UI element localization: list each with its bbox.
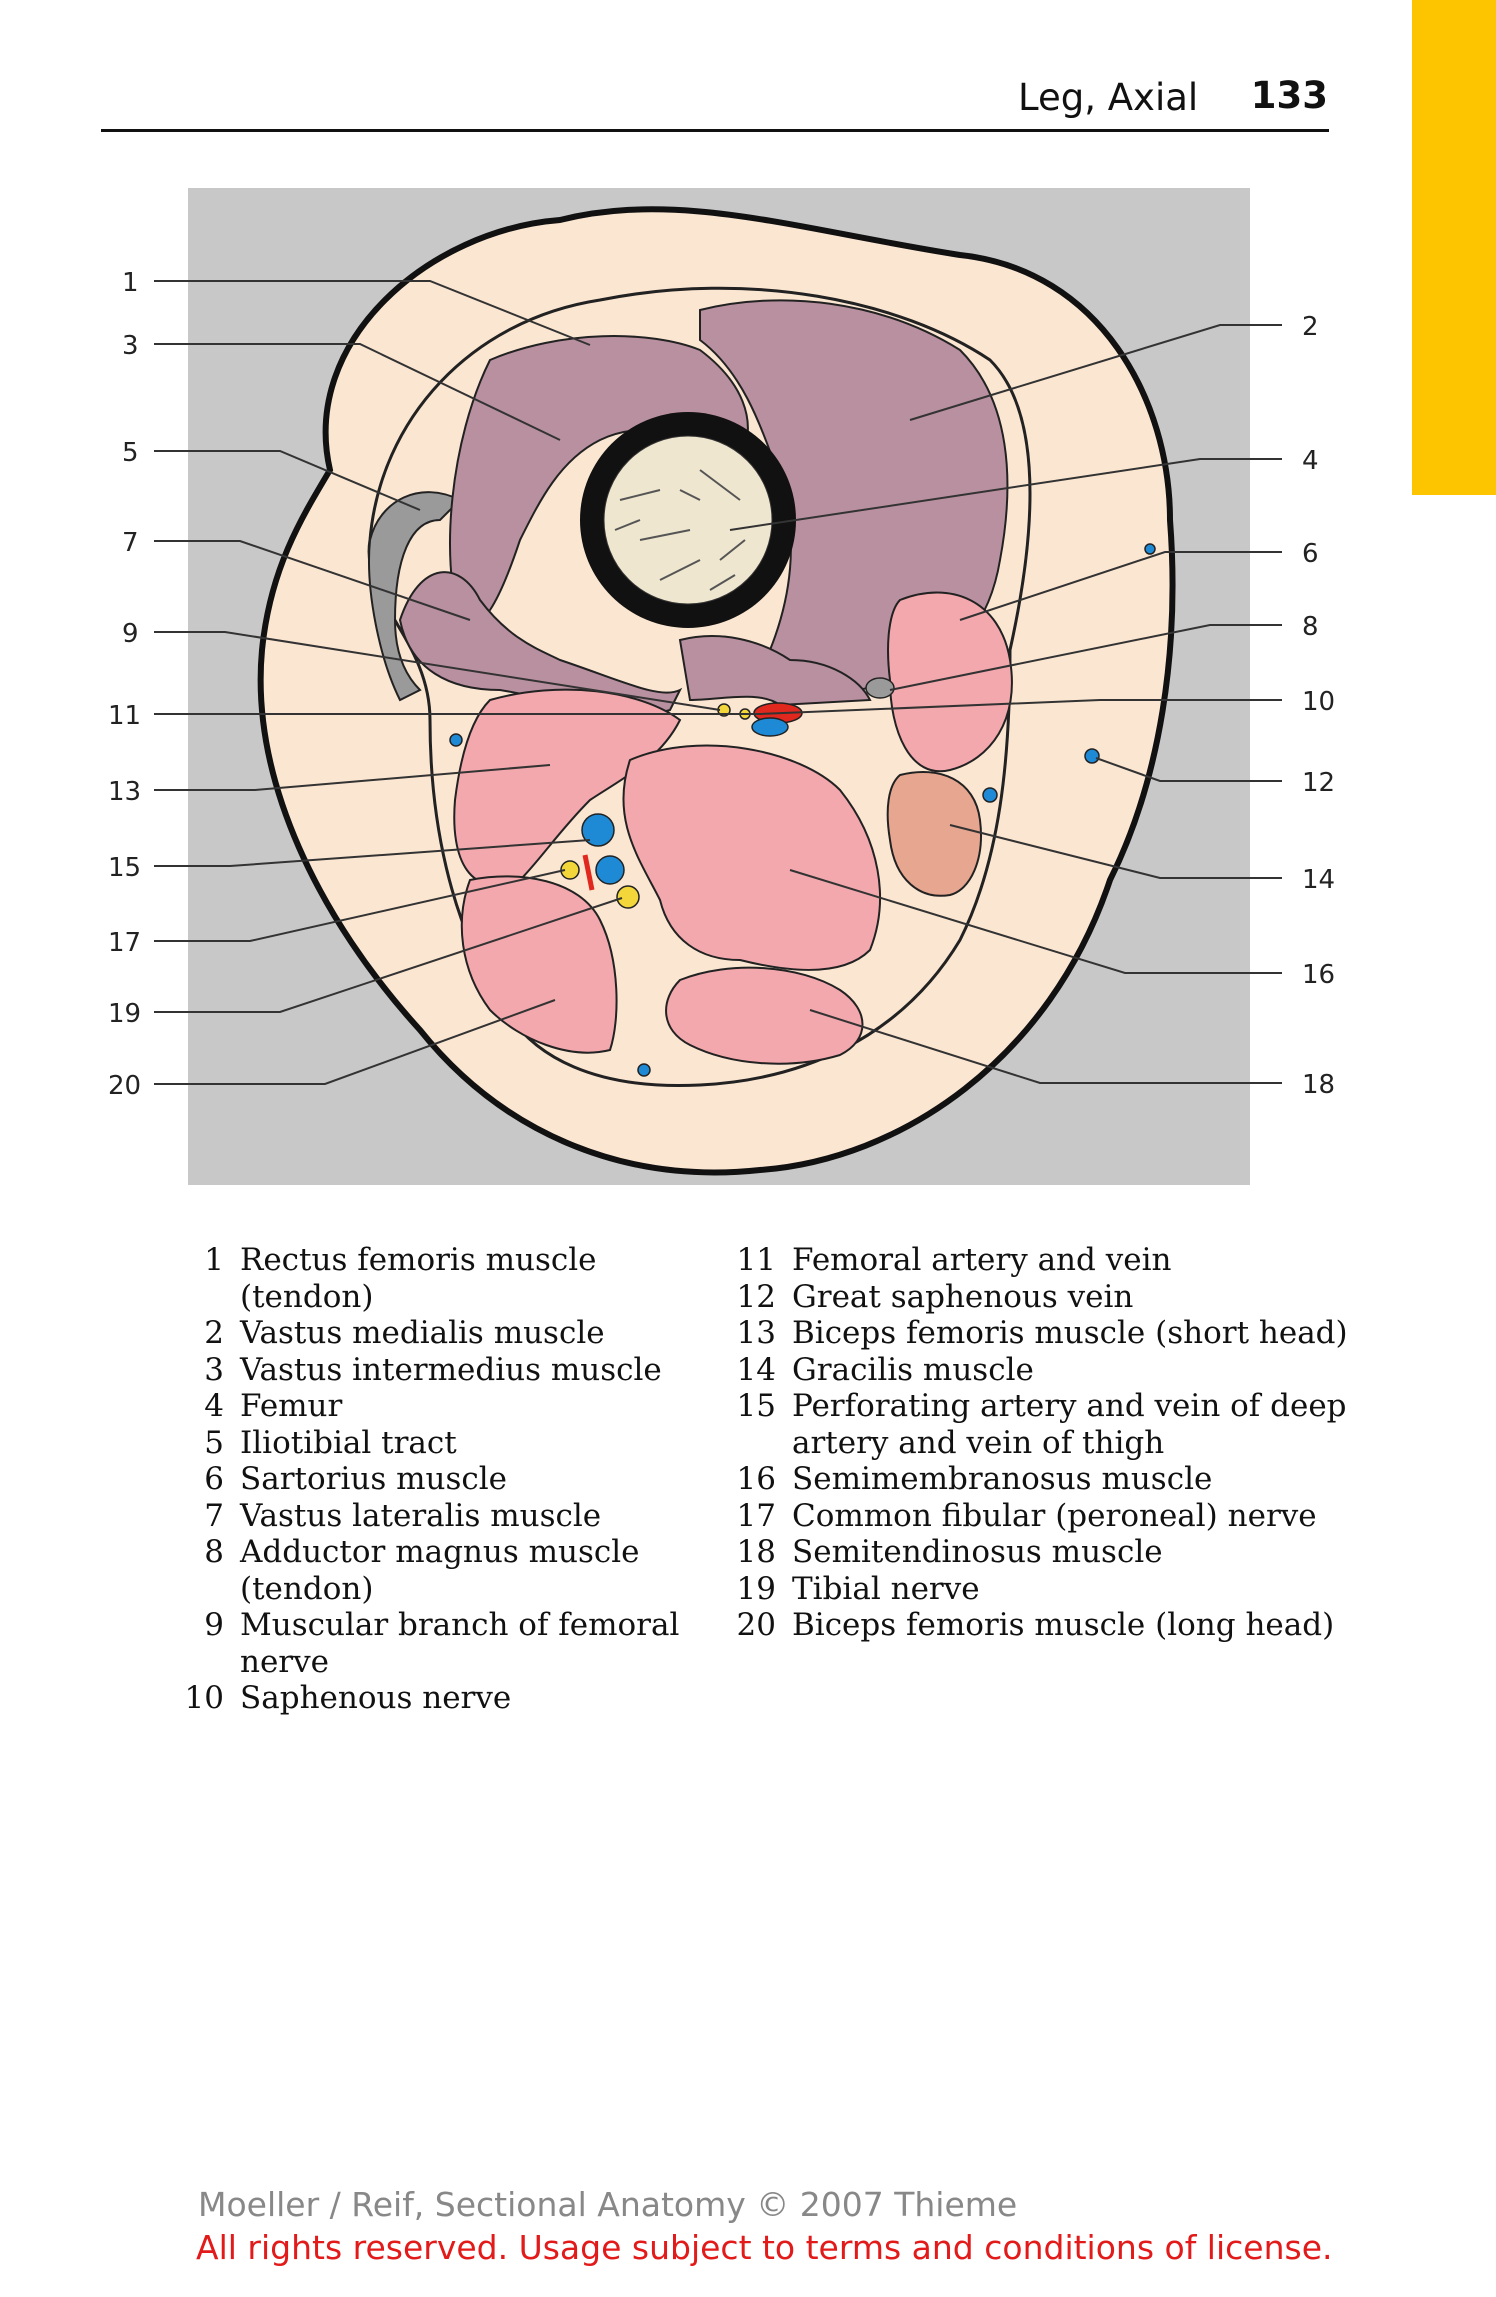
- callout-number: 11: [108, 701, 142, 731]
- legend-number: 12: [736, 1278, 776, 1315]
- legend-item: [730, 1388, 1350, 1461]
- legend-number: 13: [736, 1315, 776, 1351]
- legend-number: 20: [736, 1607, 776, 1643]
- legend-number: 18: [736, 1534, 776, 1570]
- legend-label: Iliotibial tract: [240, 1424, 457, 1461]
- callout-number: 1: [122, 268, 139, 298]
- legend-number: 9: [204, 1607, 224, 1643]
- legend-label: Biceps femoris muscle (short head): [792, 1315, 1348, 1351]
- legend-label: Common fibular (peroneal) nerve: [792, 1497, 1317, 1534]
- callout-number: 12: [1302, 768, 1336, 798]
- legend-item: [730, 1571, 1350, 1608]
- legend-label: Perforating artery and vein of deep artery and vein of thigh: [792, 1388, 1347, 1461]
- legend-number: 19: [736, 1570, 776, 1607]
- page-number: 133: [1250, 74, 1328, 117]
- small-vein-lateral: [450, 734, 462, 746]
- legend-label: Vastus intermedius muscle: [240, 1351, 662, 1388]
- legend-number: 10: [184, 1680, 224, 1716]
- callout-number: 9: [122, 619, 139, 649]
- legend-item: [178, 1534, 718, 1607]
- callout-number: 19: [108, 999, 142, 1029]
- legend-item: [730, 1498, 1350, 1535]
- legend-item: [178, 1388, 718, 1425]
- legend-item: [178, 1352, 718, 1389]
- callout-number: 7: [122, 528, 139, 558]
- legend-item: [178, 1315, 718, 1352]
- callout-number: 18: [1302, 1070, 1336, 1100]
- legend-label: Vastus medialis muscle: [240, 1315, 605, 1351]
- legend-number: 8: [204, 1534, 224, 1570]
- legend-label: Gracilis muscle: [792, 1351, 1034, 1388]
- legend-item: [178, 1680, 718, 1717]
- legend-number: 5: [204, 1424, 224, 1461]
- legend-number: 6: [204, 1461, 224, 1497]
- legend-item: [178, 1498, 718, 1535]
- femoral-vein: [752, 718, 788, 736]
- legend-number: 15: [736, 1388, 776, 1424]
- legend-label: Adductor magnus muscle (tendon): [240, 1534, 640, 1607]
- legend-number: 1: [204, 1242, 224, 1278]
- footer-rights-notice: All rights reserved. Usage subject to terms and conditions of license.: [196, 2228, 1333, 2267]
- callout-number: 4: [1302, 446, 1319, 476]
- callout-number: 14: [1302, 865, 1336, 895]
- legend-item: [730, 1534, 1350, 1571]
- legend-item: [178, 1242, 718, 1315]
- legend-label: Biceps femoris muscle (long head): [792, 1607, 1335, 1643]
- legend-label: Saphenous nerve: [240, 1680, 512, 1716]
- vein-near-gracilis: [983, 788, 997, 802]
- legend-item: [730, 1315, 1350, 1352]
- legend-label: Femoral artery and vein: [792, 1242, 1172, 1278]
- small-vein-posterior: [638, 1064, 650, 1076]
- legend-number: 4: [204, 1388, 224, 1424]
- legend-number: 14: [736, 1351, 776, 1388]
- callout-number: 20: [108, 1071, 142, 1101]
- callout-number: 16: [1302, 960, 1336, 990]
- legend-label: Semimembranosus muscle: [792, 1461, 1213, 1497]
- legend-label: Semitendinosus muscle: [792, 1534, 1163, 1570]
- callout-number: 17: [108, 928, 142, 958]
- callout-number: 2: [1302, 312, 1319, 342]
- legend-label: Muscular branch of femoral nerve: [240, 1607, 680, 1680]
- legend-item: [178, 1607, 718, 1680]
- legend-label: Rectus femoris muscle (tendon): [240, 1242, 597, 1315]
- callout-number: 15: [108, 853, 142, 883]
- legend-number: 11: [736, 1242, 776, 1278]
- legend-number: 2: [204, 1315, 224, 1351]
- great-saphenous-vein: [1085, 749, 1099, 763]
- legend-item: [730, 1352, 1350, 1389]
- callout-number: 5: [122, 438, 139, 468]
- legend-label: Femur: [240, 1388, 343, 1424]
- legend-item: [730, 1461, 1350, 1498]
- tibial-nerve: [617, 886, 639, 908]
- legend-label: Tibial nerve: [792, 1570, 980, 1607]
- legend-item: [178, 1461, 718, 1498]
- legend-left-column: [178, 1242, 718, 1717]
- footer-credit: Moeller / Reif, Sectional Anatomy © 2007 Thieme: [198, 2185, 1018, 2224]
- callout-number: 6: [1302, 539, 1319, 569]
- perforating-vein-2: [596, 856, 624, 884]
- adductor-magnus-tendon: [866, 678, 894, 698]
- legend-number: 3: [204, 1351, 224, 1388]
- legend-number: 16: [736, 1461, 776, 1497]
- small-vein-upper-right: [1145, 544, 1155, 554]
- callout-number: 13: [108, 777, 142, 807]
- femur-marrow: [604, 436, 772, 604]
- callout-number: 10: [1302, 687, 1336, 717]
- legend-item: [178, 1425, 718, 1462]
- legend-number: 17: [736, 1497, 776, 1534]
- callout-number: 8: [1302, 612, 1319, 642]
- legend-right-column: [730, 1242, 1350, 1644]
- legend-item: [730, 1279, 1350, 1316]
- legend-label: Great saphenous vein: [792, 1278, 1134, 1315]
- legend-number: 7: [204, 1497, 224, 1534]
- legend-item: [730, 1242, 1350, 1279]
- section-title: Leg, Axial: [1018, 76, 1199, 119]
- legend-label: Vastus lateralis muscle: [240, 1497, 602, 1534]
- legend-label: Sartorius muscle: [240, 1461, 508, 1497]
- legend-item: [730, 1607, 1350, 1644]
- callout-number: 3: [122, 331, 139, 361]
